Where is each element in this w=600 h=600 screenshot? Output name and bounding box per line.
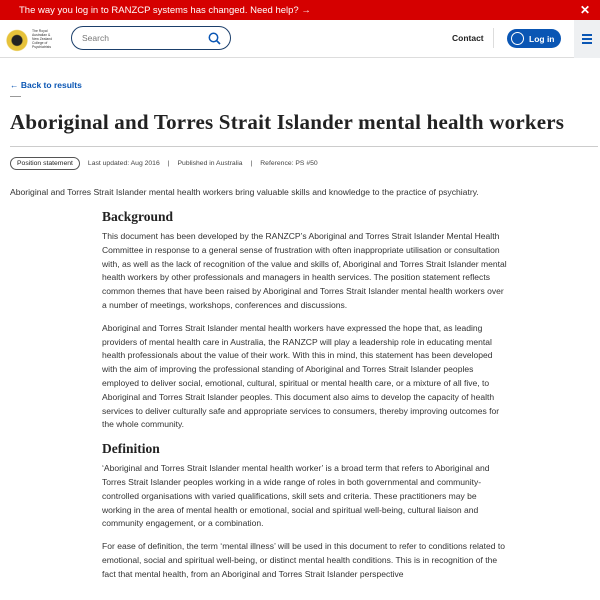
meta-bar (10, 157, 318, 170)
section-heading: Background (102, 209, 174, 224)
user-icon (511, 32, 524, 45)
intro-text: Aboriginal and Torres Strait Islander mental health workers bring valuable skills and knowledge to the practice of psychiatry. (10, 187, 479, 197)
divider (10, 146, 598, 147)
paragraph: For ease of definition, the term ‘mental illness’ will be used in this document to refer to conditions related to emotional, social and spiritual well-being, or distinct mental health conditions. This is in recognition of the fact that mental health, from an Aboriginal and Torres Strait Islander perspective (102, 541, 506, 579)
article-body (102, 209, 508, 591)
search-icon[interactable] (208, 32, 221, 45)
logo[interactable] (5, 23, 63, 55)
paragraph: ‘Aboriginal and Torres Strait Islander mental health worker’ is a broad term that refers to Aboriginal and Torres Strait Islander peoples working in a wide range of roles in both governmental and community-controlled organisations with varied qualifications, skill sets and criteria. These practitioners may be working in the area of mental health or emotional, social and spiritual well-being, cultural liaison and community engagement, or a combination. (102, 463, 490, 529)
reference: Reference: PS #50 (260, 160, 318, 167)
separator: | (250, 160, 253, 167)
notice-banner[interactable] (0, 0, 600, 20)
crest-icon (5, 25, 29, 53)
page-title: Aboriginal and Torres Strait Islander mental health workers (10, 110, 565, 134)
divider (10, 96, 21, 97)
type-badge[interactable]: Position statement (10, 157, 80, 170)
divider (493, 28, 494, 48)
paragraph: Aboriginal and Torres Strait Islander mental health workers have expressed the hope that, as leading providers of mental health care in Australia, the RANZCP will play a leadership role in educating mental health professionals about the value of their work. With this in mind, this statement has been developed with the aim of improving the professional standing of Aboriginal and Torres Strait Islander peoples employed to deliver social, emotional, cultural, spiritual or mental health care, or a mixture of all five, to Aboriginal and Torres Strait Islander peoples. This document also aims to develop the capacity of health services to deliver culturally safe and appropriate services to consumers, thereby improving outcomes for the whole community. (102, 322, 500, 430)
search-input[interactable] (71, 26, 231, 50)
logo-text: The Royal Australian & New Zealand College of Psychiatrists (32, 28, 52, 49)
login-label: Log in (529, 33, 555, 44)
published-in: Published in Australia (177, 160, 243, 167)
back-label: Back to results (20, 80, 82, 90)
arrow-right-icon: → (301, 4, 311, 16)
last-updated: Last updated: Aug 2016 (87, 160, 160, 167)
separator: | (167, 160, 170, 167)
login-button[interactable] (507, 29, 561, 48)
site-header (0, 20, 600, 58)
search-placeholder: Search (82, 33, 109, 43)
paragraph: This document has been developed by the RANZCP’s Aboriginal and Torres Strait Islander Mental Health Committee in response to a general sense of frustration with often inappropriate utilisation or consultation with, as well as the lack of recognition of the value and skills of, Aboriginal and Torres Strait Islander mental health workers by other professionals and managers in health services. The position statement reflects common themes that have been raised by Aboriginal and Torres Strait Islander mental health workers over a number of meetings, workshops, conferences and discussions. (102, 231, 507, 310)
hamburger-menu-icon[interactable] (574, 20, 600, 58)
contact-link[interactable]: Contact (452, 33, 484, 43)
banner-text[interactable]: The way you log in to RANZCP systems has changed. Need help? (19, 4, 299, 16)
arrow-left-icon: ← (10, 80, 19, 90)
close-icon[interactable]: ✕ (579, 3, 590, 17)
back-to-results-link[interactable] (10, 80, 82, 90)
section-heading: Definition (102, 441, 160, 457)
